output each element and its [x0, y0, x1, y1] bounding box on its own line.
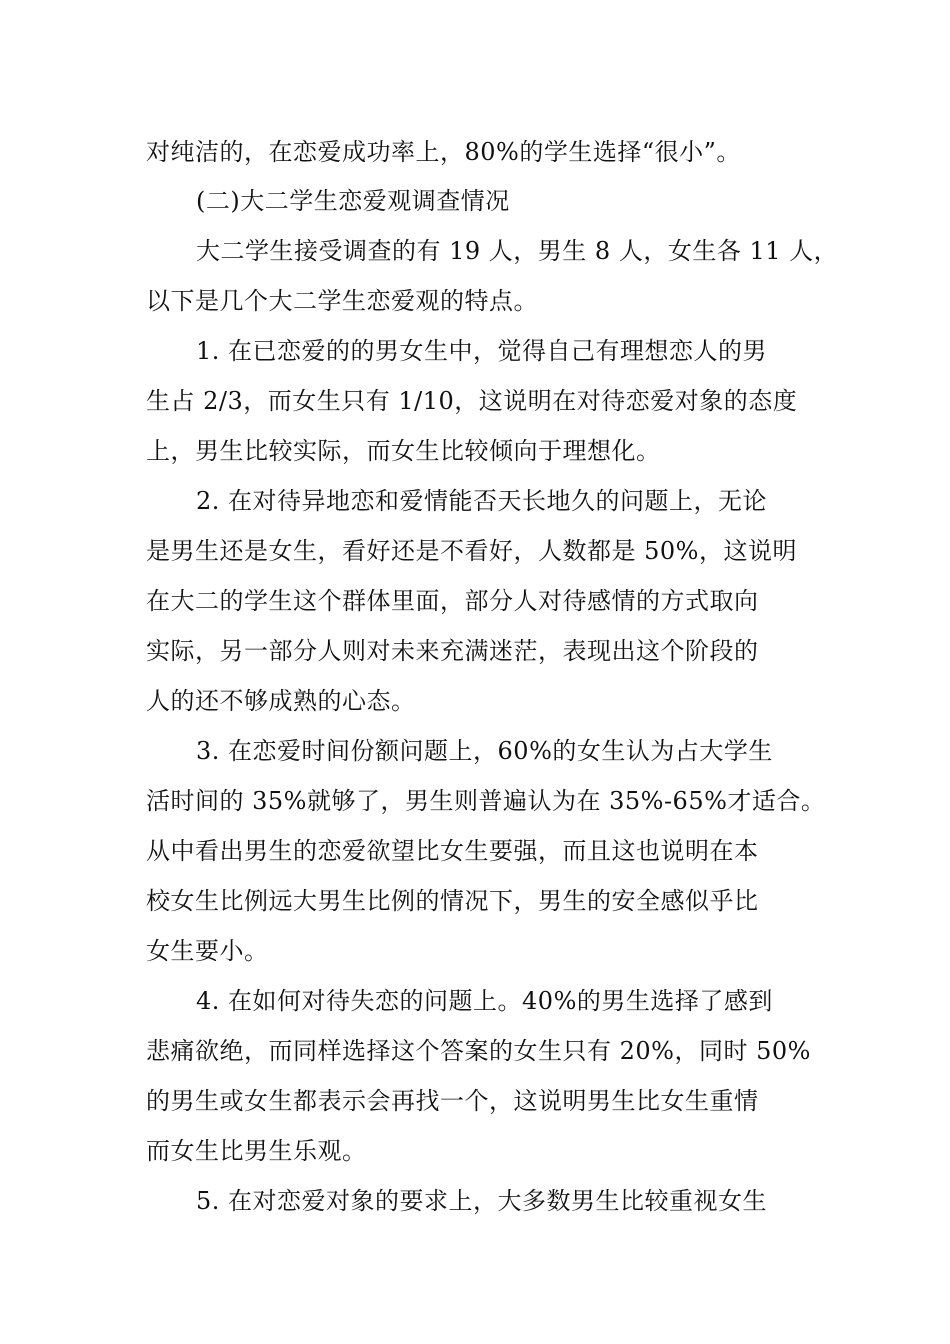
text-line-22: 5. 在对恋爱对象的要求上，大多数男生比较重视女生: [196, 1187, 768, 1215]
text-line-21: 而女生比男生乐观。: [146, 1137, 367, 1165]
section-heading: (二)大二学生恋爱观调查情况: [196, 187, 510, 215]
text-line-18: 4. 在如何对待失恋的问题上。40%的男生选择了感到: [196, 987, 773, 1015]
text-line-20: 的男生或女生都表示会再找一个，这说明男生比女生重情: [146, 1087, 759, 1115]
text-line-11: 实际，另一部分人则对未来充满迷茫，表现出这个阶段的: [146, 637, 759, 665]
text-line-19: 悲痛欲绝，而同样选择这个答案的女生只有 20%，同时 50%: [146, 1037, 811, 1065]
text-line-8: 2. 在对待异地恋和爱情能否天长地久的问题上，无论: [196, 487, 768, 515]
text-line-1: 对纯洁的，在恋爱成功率上，80%的学生选择“很小”。: [146, 138, 741, 166]
text-line-7: 上，男生比较实际，而女生比较倾向于理想化。: [146, 437, 661, 465]
text-line-3: 大二学生接受调查的有 19 人，男生 8 人，女生各 11 人，: [196, 237, 839, 265]
text-line-12: 人的还不够成熟的心态。: [146, 687, 416, 715]
text-line-10: 在大二的学生这个群体里面，部分人对待感情的方式取向: [146, 587, 759, 615]
text-line-17: 女生要小。: [146, 937, 269, 965]
text-line-6: 生占 2/3，而女生只有 1/10，这说明在对待恋爱对象的态度: [146, 387, 798, 415]
text-line-5: 1. 在已恋爱的的男女生中，觉得自己有理想恋人的男: [196, 337, 768, 365]
text-line-14: 活时间的 35%就够了，男生则普遍认为在 35%-65%才适合。: [146, 787, 826, 815]
text-line-4: 以下是几个大二学生恋爱观的特点。: [146, 287, 538, 315]
text-line-16: 校女生比例远大男生比例的情况下，男生的安全感似乎比: [146, 887, 759, 915]
text-line-13: 3. 在恋爱时间份额问题上，60%的女生认为占大学生: [196, 737, 773, 765]
text-line-15: 从中看出男生的恋爱欲望比女生要强，而且这也说明在本: [146, 837, 759, 865]
text-line-9: 是男生还是女生，看好还是不看好，人数都是 50%，这说明: [146, 537, 797, 565]
